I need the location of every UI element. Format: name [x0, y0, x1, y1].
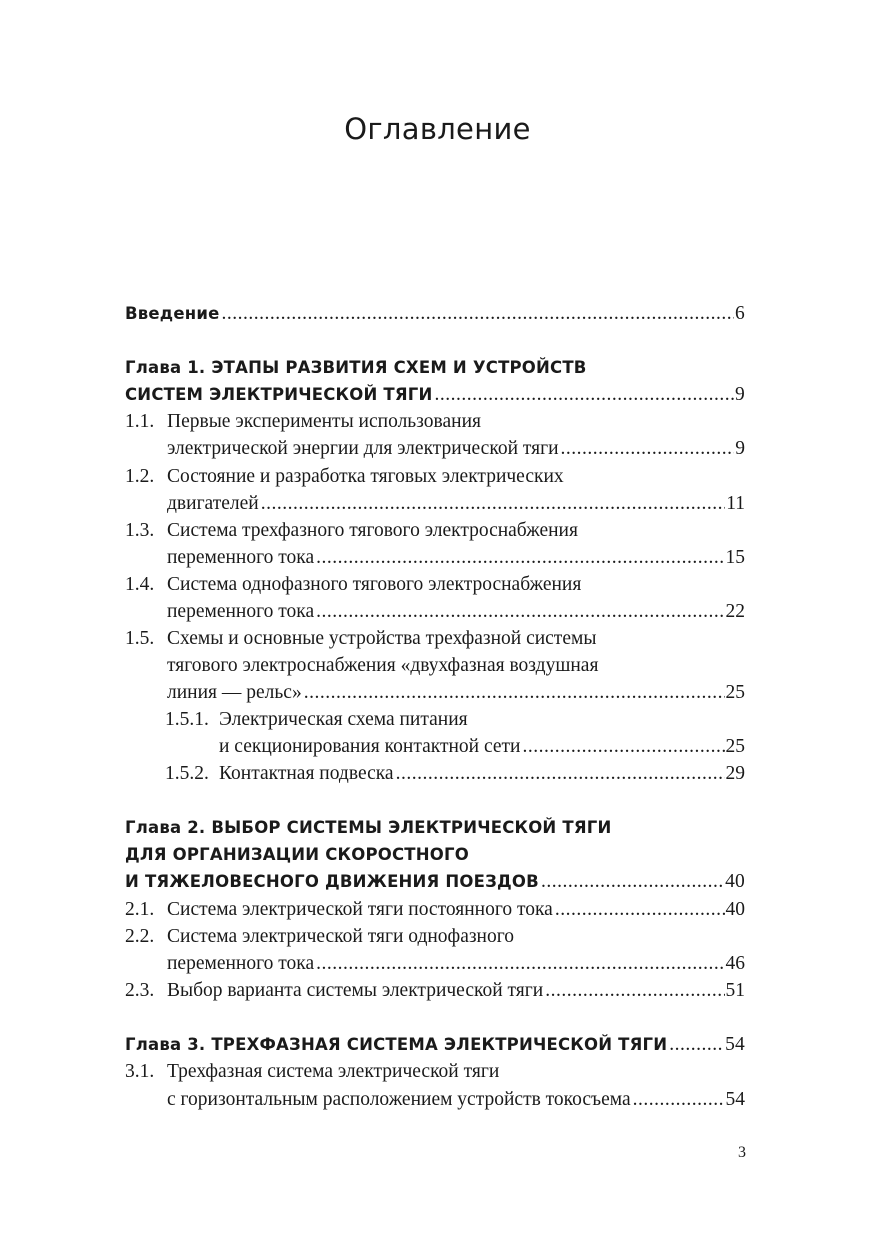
toc-section-number: 1.2. [125, 466, 155, 487]
toc-entry-title: Система трехфазного тягового электроснабжения [167, 520, 578, 541]
toc-section-1-4[interactable] [125, 572, 745, 598]
toc-section-1-5-1[interactable] [165, 707, 745, 733]
toc-entry-title: электрической энергии для электрической тяги [167, 438, 559, 459]
toc-page-number: 9 [735, 384, 745, 405]
toc-section-number: 1.1. [125, 411, 155, 432]
toc-section-1-5-cont2[interactable] [125, 680, 745, 706]
toc-section-2-2-cont[interactable] [125, 951, 745, 977]
leader-dots [302, 680, 725, 706]
toc-page-number: 54 [725, 1034, 745, 1055]
toc-section-number: 1.5.2. [165, 763, 209, 784]
toc-page-number: 25 [725, 736, 745, 757]
toc-entry-title: Система электрической тяги однофазного [167, 926, 515, 947]
toc-section-1-3-cont[interactable] [125, 545, 745, 571]
toc-page-number: 11 [726, 493, 745, 514]
toc-section-number: 2.1. [125, 899, 155, 920]
toc-page-number: 6 [735, 303, 745, 324]
toc-entry-title: переменного тока [167, 953, 315, 974]
toc-page-number: 9 [735, 438, 745, 459]
toc-entry-title: переменного тока [167, 601, 315, 622]
toc-entry-title: с горизонтальным расположением устройств токосъема [167, 1089, 631, 1110]
leader-dots [667, 1032, 724, 1058]
toc-page-number: 25 [725, 682, 745, 703]
toc-page-number: 29 [725, 763, 745, 784]
toc-section-1-5-cont[interactable] [125, 653, 745, 679]
toc-section-3-1[interactable] [125, 1059, 745, 1085]
toc-chapter-2-heading-cont[interactable] [125, 842, 745, 868]
toc-entry-title: двигателей [167, 493, 259, 514]
toc-entry-title: СИСТЕМ ЭЛЕКТРИЧЕСКОЙ ТЯГИ [125, 385, 433, 404]
toc-entry-title: ДЛЯ ОРГАНИЗАЦИИ СКОРОСТНОГО [125, 845, 469, 864]
toc-entry-title: Состояние и разработка тяговых электрических [167, 466, 564, 487]
toc-entry-title: Выбор варианта системы электрической тяги [167, 980, 544, 1001]
toc-section-number: 1.4. [125, 574, 155, 595]
toc-entry-title: линия — рельс» [167, 682, 302, 703]
toc-section-1-3[interactable] [125, 518, 745, 544]
toc-section-1-2[interactable] [125, 464, 745, 490]
leader-dots [539, 869, 724, 895]
toc-chapter-1-heading-cont[interactable] [125, 382, 745, 408]
toc-section-2-2[interactable] [125, 924, 745, 950]
toc-page-number: 40 [725, 871, 745, 892]
toc-page-number: 15 [725, 547, 745, 568]
toc-entry-title: Система электрической тяги постоянного тока [167, 899, 553, 920]
toc-section-number: 1.5. [125, 628, 155, 649]
toc-entry-title: И ТЯЖЕЛОВЕСНОГО ДВИЖЕНИЯ ПОЕЗДОВ [125, 872, 539, 891]
toc-entry-title: Схемы и основные устройства трехфазной системы [167, 628, 597, 649]
leader-dots [314, 599, 724, 625]
toc-entry-title: Введение [125, 304, 220, 323]
toc-entry-title: Глава 3. ТРЕХФАЗНАЯ СИСТЕМА ЭЛЕКТРИЧЕСКОЙ ТЯГИ [125, 1035, 668, 1054]
page-title: Оглавление [344, 112, 531, 146]
toc-section-1-1-cont[interactable] [125, 436, 745, 462]
leader-dots [631, 1087, 725, 1113]
page-number: 3 [738, 1144, 746, 1161]
leader-dots [314, 951, 724, 977]
toc-entry-title: Электрическая схема питания [219, 709, 468, 730]
leader-dots [219, 301, 734, 327]
toc-section-3-1-cont[interactable] [125, 1087, 745, 1113]
toc-entry-title: переменного тока [167, 547, 315, 568]
leader-dots [543, 978, 724, 1004]
toc-entry-title: тягового электроснабжения «двухфазная воздушная [167, 655, 599, 676]
toc-entry-title: Система однофазного тягового электроснабжения [167, 574, 582, 595]
leader-dots [559, 436, 735, 462]
leader-dots [553, 897, 725, 923]
toc-entry-title: Трехфазная система электрической тяги [167, 1061, 500, 1082]
toc-entry-title: и секционирования контактной сети [219, 736, 521, 757]
toc-section-1-2-cont[interactable] [125, 491, 745, 517]
toc-section-number: 1.5.1. [165, 709, 209, 730]
toc-page-number: 51 [725, 980, 745, 1001]
leader-dots [433, 382, 735, 408]
toc-entry-title: Глава 1. ЭТАПЫ РАЗВИТИЯ СХЕМ И УСТРОЙСТВ [125, 358, 587, 377]
toc-section-1-5-2[interactable] [165, 761, 745, 787]
toc-section-number: 2.3. [125, 980, 155, 1001]
toc-section-number: 2.2. [125, 926, 155, 947]
toc-chapter-3-heading[interactable] [125, 1032, 745, 1058]
toc-chapter-2-heading[interactable] [125, 815, 745, 841]
leader-dots [314, 545, 724, 571]
toc-section-2-1[interactable] [125, 897, 745, 923]
toc-section-1-1[interactable] [125, 409, 745, 435]
toc-page-number: 54 [725, 1089, 745, 1110]
toc-page-number: 22 [725, 601, 745, 622]
toc-page-number: 40 [725, 899, 745, 920]
toc-entry-introduction[interactable] [125, 301, 745, 327]
leader-dots [259, 491, 726, 517]
toc-section-number: 3.1. [125, 1061, 155, 1082]
toc-section-1-5[interactable] [125, 626, 745, 652]
toc-section-1-5-1-cont[interactable] [165, 734, 745, 760]
toc-section-1-4-cont[interactable] [125, 599, 745, 625]
toc-page-number: 46 [725, 953, 745, 974]
leader-dots [520, 734, 724, 760]
toc-section-number: 1.3. [125, 520, 155, 541]
toc-entry-title: Контактная подвеска [219, 763, 394, 784]
toc-entry-title: Глава 2. ВЫБОР СИСТЕМЫ ЭЛЕКТРИЧЕСКОЙ ТЯГИ [125, 818, 612, 837]
toc-chapter-2-heading-cont2[interactable] [125, 869, 745, 895]
toc-entry-title: Первые эксперименты использования [167, 411, 481, 432]
toc-section-2-3[interactable] [125, 978, 745, 1004]
leader-dots [394, 761, 725, 787]
toc-chapter-1-heading[interactable] [125, 355, 745, 381]
